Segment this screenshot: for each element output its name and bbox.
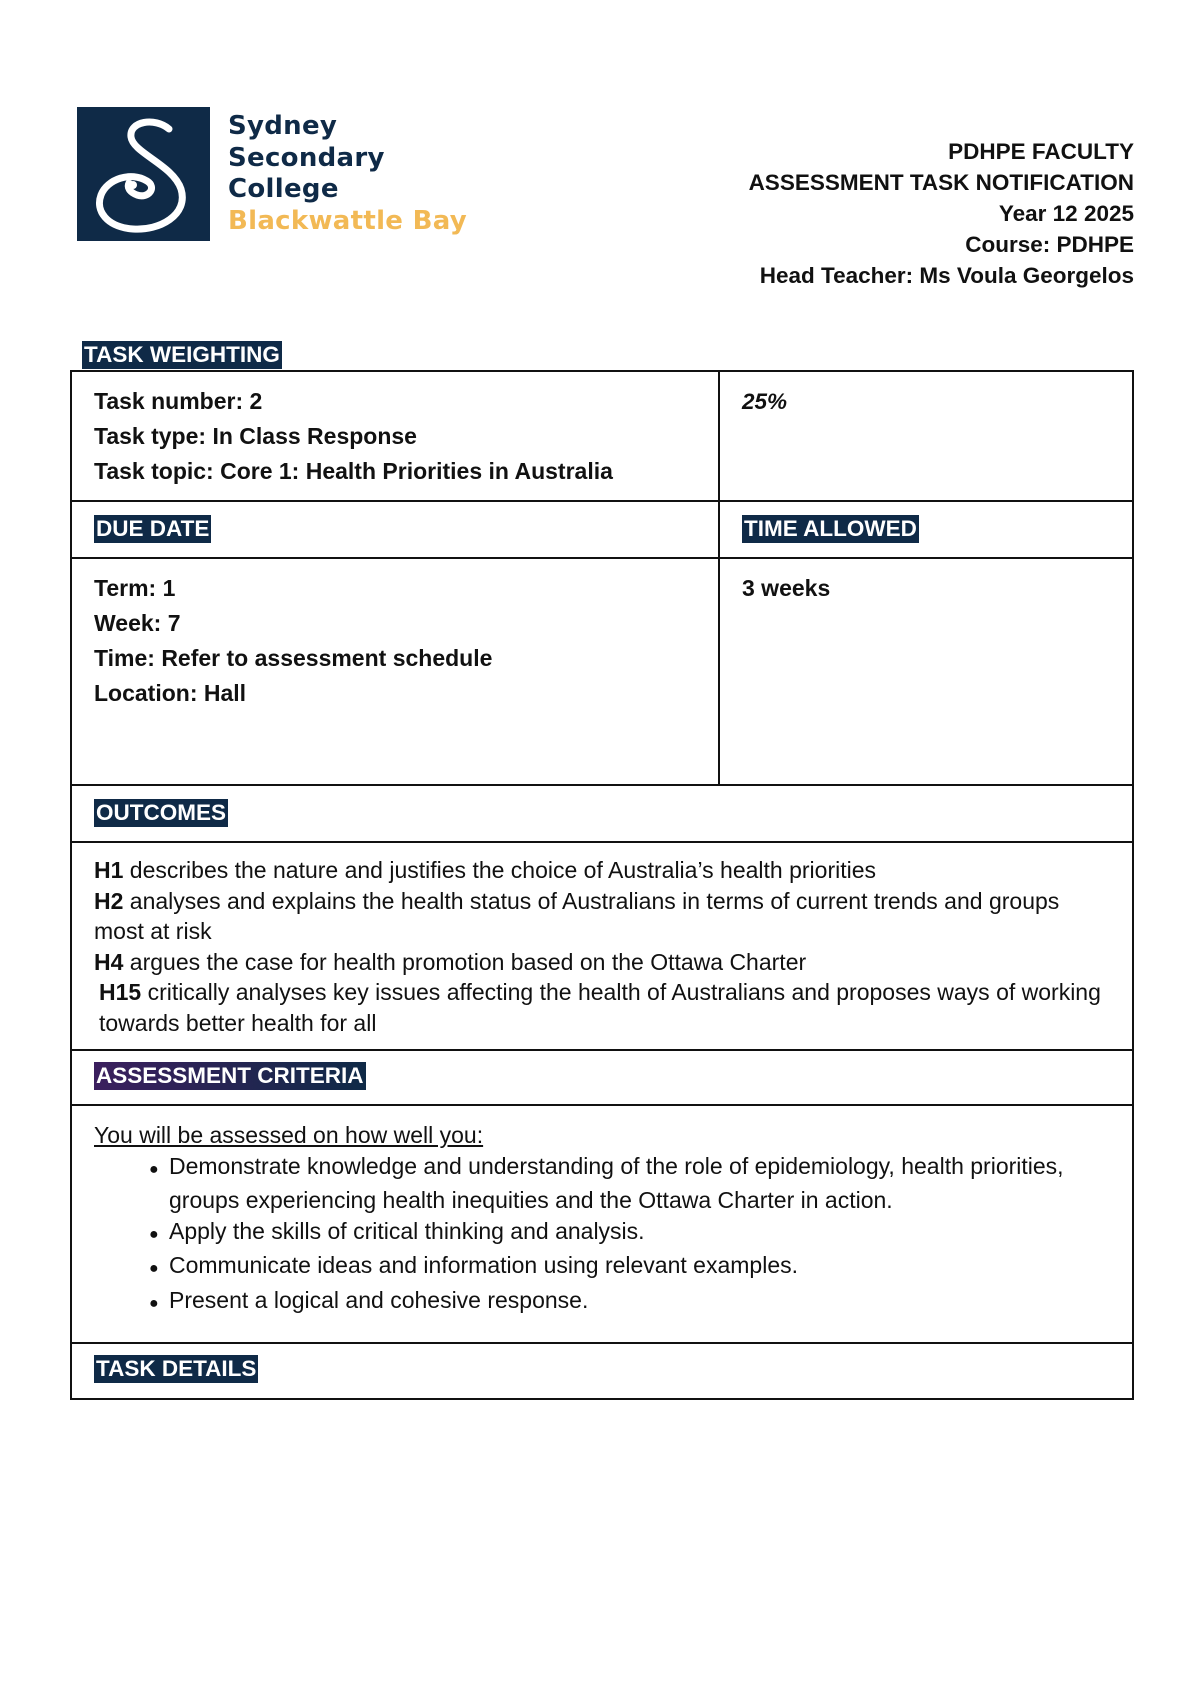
criteria-list [94,1151,1110,1320]
due-time-header-row [72,502,1132,559]
course-line: Course: PDHPE [965,232,1134,257]
due-date-cell [72,559,720,784]
outcome-item [94,855,1110,886]
criteria-item [94,1216,1110,1251]
criteria-header-row [72,1051,1132,1106]
due-time-row [72,559,1132,786]
task-type: Task type: In Class Response [94,423,417,449]
task-details-header-cell [72,1344,1132,1398]
notification-title: ASSESSMENT TASK NOTIFICATION [748,170,1134,195]
task-info-cell [72,372,720,500]
outcome-text: describes the nature and justifies the choice of Australia’s health priorities [123,857,877,883]
time-allowed-cell [720,559,1132,784]
criteria-cell [72,1106,1132,1342]
outcomes-heading: OUTCOMES [96,800,227,825]
task-details-heading: TASK DETAILS [96,1356,257,1381]
outcome-item [94,947,1110,978]
task-topic: Task topic: Core 1: Health Priorities in Australia [94,458,613,484]
task-number: Task number: 2 [94,388,263,414]
faculty-title: PDHPE FACULTY [948,139,1134,164]
criteria-text: Demonstrate knowledge and understanding of the role of epidemiology, health priorities, groups experiencing health inequities and the Ottawa Charter in action. [169,1152,1064,1213]
bullet-icon: ● [149,1294,159,1312]
outcome-item [94,977,1110,1038]
criteria-text: Apply the skills of critical thinking and analysis. [169,1217,645,1244]
outcome-code: H1 [94,857,124,883]
criteria-item [94,1151,1110,1216]
criteria-intro: You will be assessed on how well you: [94,1122,484,1148]
criteria-header-cell [72,1051,1132,1104]
outcome-text: analyses and explains the health status of Australians in terms of current trends and groups most at risk [94,887,1060,944]
college-name-line1: Sydney [228,111,338,141]
college-name-line3: College [228,174,339,204]
outcomes-row [72,843,1132,1051]
due-date-heading: DUE DATE [96,516,210,541]
criteria-item [94,1250,1110,1285]
year-line: Year 12 2025 [998,201,1134,226]
task-weight-value: 25% [742,389,788,414]
time-allowed-value: 3 weeks [742,575,831,601]
task-details-header-row [72,1344,1132,1398]
task-weighting-heading: TASK WEIGHTING [84,342,280,367]
head-teacher-line: Head Teacher: Ms Voula Georgelos [759,263,1134,288]
criteria-row [72,1106,1132,1344]
bullet-icon: ● [149,1160,159,1178]
assessment-table [70,370,1134,1400]
outcomes-cell [72,843,1132,1049]
due-term: Term: 1 [94,575,176,601]
criteria-text: Present a logical and cohesive response. [169,1286,589,1313]
college-name-line2: Secondary [228,142,385,173]
outcome-text: argues the case for health promotion based on the Ottawa Charter [123,948,807,975]
due-time: Time: Refer to assessment schedule [94,645,493,671]
college-s-emblem-icon [77,107,210,241]
outcome-code: H2 [94,887,124,914]
task-weighting-heading-wrap [82,341,282,369]
due-date-header-cell [72,502,720,557]
outcomes-header-row [72,786,1132,843]
criteria-text: Communicate ideas and information using relevant examples. [169,1252,798,1278]
outcomes-header-cell [72,786,1132,841]
criteria-item [94,1285,1110,1320]
college-campus-name: Blackwattle Bay [228,205,468,236]
document-header [749,136,1134,291]
time-allowed-heading: TIME ALLOWED [744,516,917,541]
bullet-icon: ● [149,1225,159,1243]
time-allowed-header-cell [720,502,1132,557]
task-weight-cell [720,372,1132,500]
bullet-icon: ● [149,1260,159,1277]
task-info-row [72,372,1132,502]
assessment-criteria-heading: ASSESSMENT CRITERIA [96,1063,364,1088]
outcome-code: H4 [94,948,124,975]
outcome-item [94,886,1110,947]
school-logo [77,107,467,241]
college-name [228,111,467,237]
outcome-code: H15 [99,979,142,1005]
outcome-text: critically analyses key issues affecting the health of Australians and proposes ways of working towards better health for all [99,979,1101,1036]
due-location: Location: Hall [94,680,247,706]
due-week: Week: 7 [94,610,181,636]
